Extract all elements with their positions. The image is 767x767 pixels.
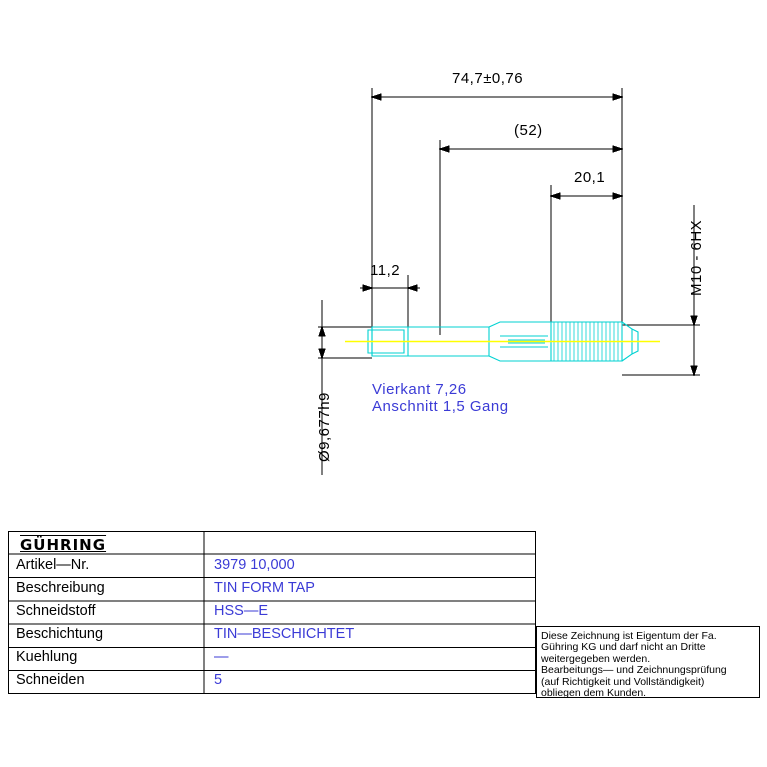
legal-line-6: obliegen dem Kunden. [541, 687, 647, 700]
dim-overall-length [372, 88, 622, 335]
legal-line-5: (auf Richtigkeit und Vollständigkeit) [541, 675, 705, 688]
row-value-schneiden: 5 [214, 672, 223, 688]
row-key-artikel-nr: Artikel—Nr. [16, 557, 90, 573]
legal-note-box [536, 626, 760, 698]
row-key-beschichtung: Beschichtung [16, 626, 104, 642]
tool-geometry [345, 322, 660, 361]
legal-line-3: weitergegeben werden. [541, 652, 651, 665]
row-value-artikel-nr: 3979 10,000 [214, 557, 295, 573]
row-value-beschreibung: TIN FORM TAP [214, 580, 315, 596]
row-key-schneidstoff: Schneidstoff [16, 603, 96, 619]
dim-square-length-label: 11,2 [370, 262, 401, 279]
legal-line-1: Diese Zeichnung ist Eigentum der Fa. [541, 630, 717, 642]
legal-line-4: Bearbeitungs— und Zeichnungsprüfung [541, 664, 727, 677]
dim-thread-length-label: 20,1 [574, 169, 606, 186]
note-anschnitt: Anschnitt 1,5 Gang [372, 398, 509, 415]
row-value-schneidstoff: HSS—E [214, 603, 268, 619]
row-key-kuehlung: Kuehlung [16, 649, 78, 665]
row-key-beschreibung: Beschreibung [16, 580, 105, 596]
dim-thread-length [551, 185, 622, 325]
dim-reference-length-label: (52) [514, 122, 543, 139]
brand-logo: GÜHRING [20, 536, 107, 554]
dim-overall-length-label: 74,7±0,76 [452, 70, 524, 87]
dim-square-length [360, 275, 420, 330]
dim-shank-diameter-label: Ø9,677h9 [316, 392, 333, 462]
dim-thread-spec-label: M10 - 6HX [688, 219, 705, 296]
legal-line-2: Gühring KG und darf nicht an Dritte [541, 641, 706, 654]
row-key-schneiden: Schneiden [16, 672, 85, 688]
row-value-beschichtung: TIN—BESCHICHTET [214, 626, 355, 642]
row-value-kuehlung: — [214, 649, 229, 665]
note-vierkant: Vierkant 7,26 [372, 381, 467, 398]
